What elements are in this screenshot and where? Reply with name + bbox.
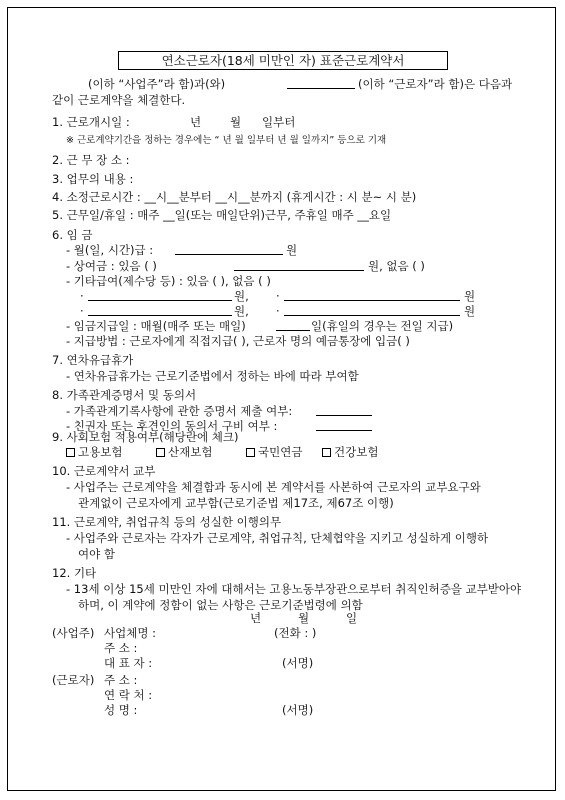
worker-tag: (근로자)	[52, 673, 95, 687]
section-10-line1: - 사업주는 근로계약을 체결함과 동시에 본 계약서를 사본하여 근로자의 교부요구와	[66, 480, 481, 494]
section-11-label: 11. 근로계약, 취업규칙 등의 성실한 이행의무	[52, 515, 282, 529]
monthly-wage-label: - 월(일, 시간)급 :	[66, 243, 154, 257]
company-name-label: 사업체명 :	[104, 626, 156, 640]
contract-period-note: ※ 근로계약기간을 정하는 경우에는 “ 년 월 일부터 년 월 일까지” 등으로 기재	[66, 135, 387, 146]
section-12-line2: 하며, 이 계약에 정함이 없는 사항은 근로기준법령에 의함	[78, 598, 363, 612]
insurance-option-label: 고용보험	[78, 445, 123, 459]
insurance-option-label: 산재보험	[168, 445, 213, 459]
insurance-option-1[interactable]	[66, 445, 122, 459]
worker-address-label: 주 소 :	[104, 673, 138, 687]
other-pay-blank-3	[88, 303, 232, 316]
date-day-label: 일	[346, 611, 358, 625]
intro-worker-text: (이하 “근로자”라 함)은 다음과	[358, 77, 513, 91]
section-3-label: 3. 업무의 내용 :	[52, 172, 134, 186]
other-pay-label: - 기타급여(제수당 등) : 있음 ( ), 없음 ( )	[66, 274, 271, 288]
family-cert-label: - 가족관계기록사항에 관한 증명서 제출 여부:	[66, 404, 293, 418]
insurance-option-3[interactable]	[246, 445, 302, 459]
section-11-line1: - 사업주와 근로자는 각자가 근로계약, 취업규칙, 단체협약을 지키고 성실하게 이행하	[66, 531, 489, 545]
start-month-label: 월	[230, 115, 242, 129]
payday-label: - 임금지급일 : 매월(매주 또는 매일)	[66, 319, 246, 333]
section-7-label: 7. 연차유급휴가	[52, 353, 134, 367]
section-12-label: 12. 기타	[52, 566, 97, 580]
start-day-label: 일부터	[262, 115, 296, 129]
checkbox-icon[interactable]	[246, 448, 255, 457]
representative-label: 대 표 자 :	[104, 656, 153, 670]
other-pay-unit-3: 원,	[234, 304, 249, 318]
section-10-line2: 관계없이 근로자에게 교부함(근로기준법 제17조, 제67조 이행)	[78, 496, 394, 510]
employer-tag: (사업주)	[52, 626, 95, 640]
checkbox-icon[interactable]	[66, 448, 75, 457]
monthly-wage-unit: 원	[286, 243, 298, 257]
date-year-label: 년	[250, 611, 262, 625]
intro-line2: 같이 근로계약을 체결한다.	[52, 93, 186, 107]
section-12-line1: - 13세 이상 15세 미만인 자에 대해서는 고용노동부장관으로부터 취직인허증을 교부받아야	[66, 582, 522, 596]
section-11-line2: 여야 함	[78, 547, 115, 561]
worker-name-label: 성 명 :	[104, 703, 138, 717]
payday-blank	[276, 318, 310, 331]
other-pay-unit-2: 원	[464, 289, 476, 303]
other-pay-dot-3: ·	[80, 304, 84, 318]
other-pay-blank-2	[284, 288, 460, 301]
monthly-wage-blank	[175, 242, 283, 255]
section-10-label: 10. 근로계약서 교부	[52, 464, 156, 478]
other-pay-blank-4	[284, 303, 460, 316]
employer-phone-label: (전화 : )	[274, 626, 317, 640]
section-5-text: 5. 근무일/휴일 : 매주 __일(또는 매일단위)근무, 주휴일 매주 __요일	[52, 208, 392, 222]
other-pay-blank-1	[88, 288, 232, 301]
worker-signature-label: (서명)	[282, 703, 314, 717]
section-8-label: 8. 가족관계증명서 및 동의서	[52, 388, 197, 402]
bonus-blank	[234, 258, 364, 271]
document-title: 연소근로자(18세 미만인 자) 표준근로계약서	[118, 51, 448, 70]
employer-signature-label: (서명)	[282, 656, 314, 670]
insurance-option-2[interactable]	[156, 445, 212, 459]
consent-label: - 친권자 또는 후견인의 동의서 구비 여부 :	[66, 419, 278, 433]
checkbox-icon[interactable]	[156, 448, 165, 457]
payday-note: 일(휴일의 경우는 전일 지급)	[311, 319, 454, 333]
other-pay-dot-4: ·	[276, 304, 280, 318]
bonus-unit-none: 원, 없음 ( )	[368, 259, 425, 273]
employer-address-label: 주 소 :	[104, 641, 138, 655]
pay-method-text: - 지급방법 : 근로자에게 직접지급( ), 근로자 명의 예금통장에 입금( )	[66, 334, 410, 348]
intro-employer-text: (이하 “사업주”라 함)과(와)	[88, 77, 226, 91]
worker-name-blank	[287, 76, 355, 89]
start-year-label: 년	[190, 115, 202, 129]
section-1-label: 1. 근로개시일 :	[52, 115, 130, 129]
insurance-option-label: 국민연금	[258, 445, 303, 459]
worker-contact-label: 연 락 처 :	[104, 688, 153, 702]
insurance-option-label: 건강보험	[334, 445, 379, 459]
consent-blank	[316, 418, 372, 431]
section-6-label: 6. 임 금	[52, 228, 93, 242]
other-pay-unit-4: 원	[464, 304, 476, 318]
other-pay-dot-2: ·	[276, 289, 280, 303]
date-month-label: 월	[298, 611, 310, 625]
section-7-text: - 연차유급휴가는 근로기준법에서 정하는 바에 따라 부여함	[66, 369, 359, 383]
section-2-label: 2. 근 무 장 소 :	[52, 153, 130, 167]
other-pay-unit-1: 원,	[234, 289, 249, 303]
section-4-text: 4. 소정근로시간 : __시__분부터 __시__분까지 (휴게시간 : 시 분~ 시 분)	[52, 190, 417, 204]
section-9-label: 9. 사회보험 적용여부(해당란에 체크)	[52, 430, 239, 444]
bonus-label: - 상여금 : 있음 ( )	[66, 259, 157, 273]
insurance-option-4[interactable]	[322, 445, 378, 459]
family-cert-blank	[316, 403, 372, 416]
checkbox-icon[interactable]	[322, 448, 331, 457]
other-pay-dot-1: ·	[80, 289, 84, 303]
